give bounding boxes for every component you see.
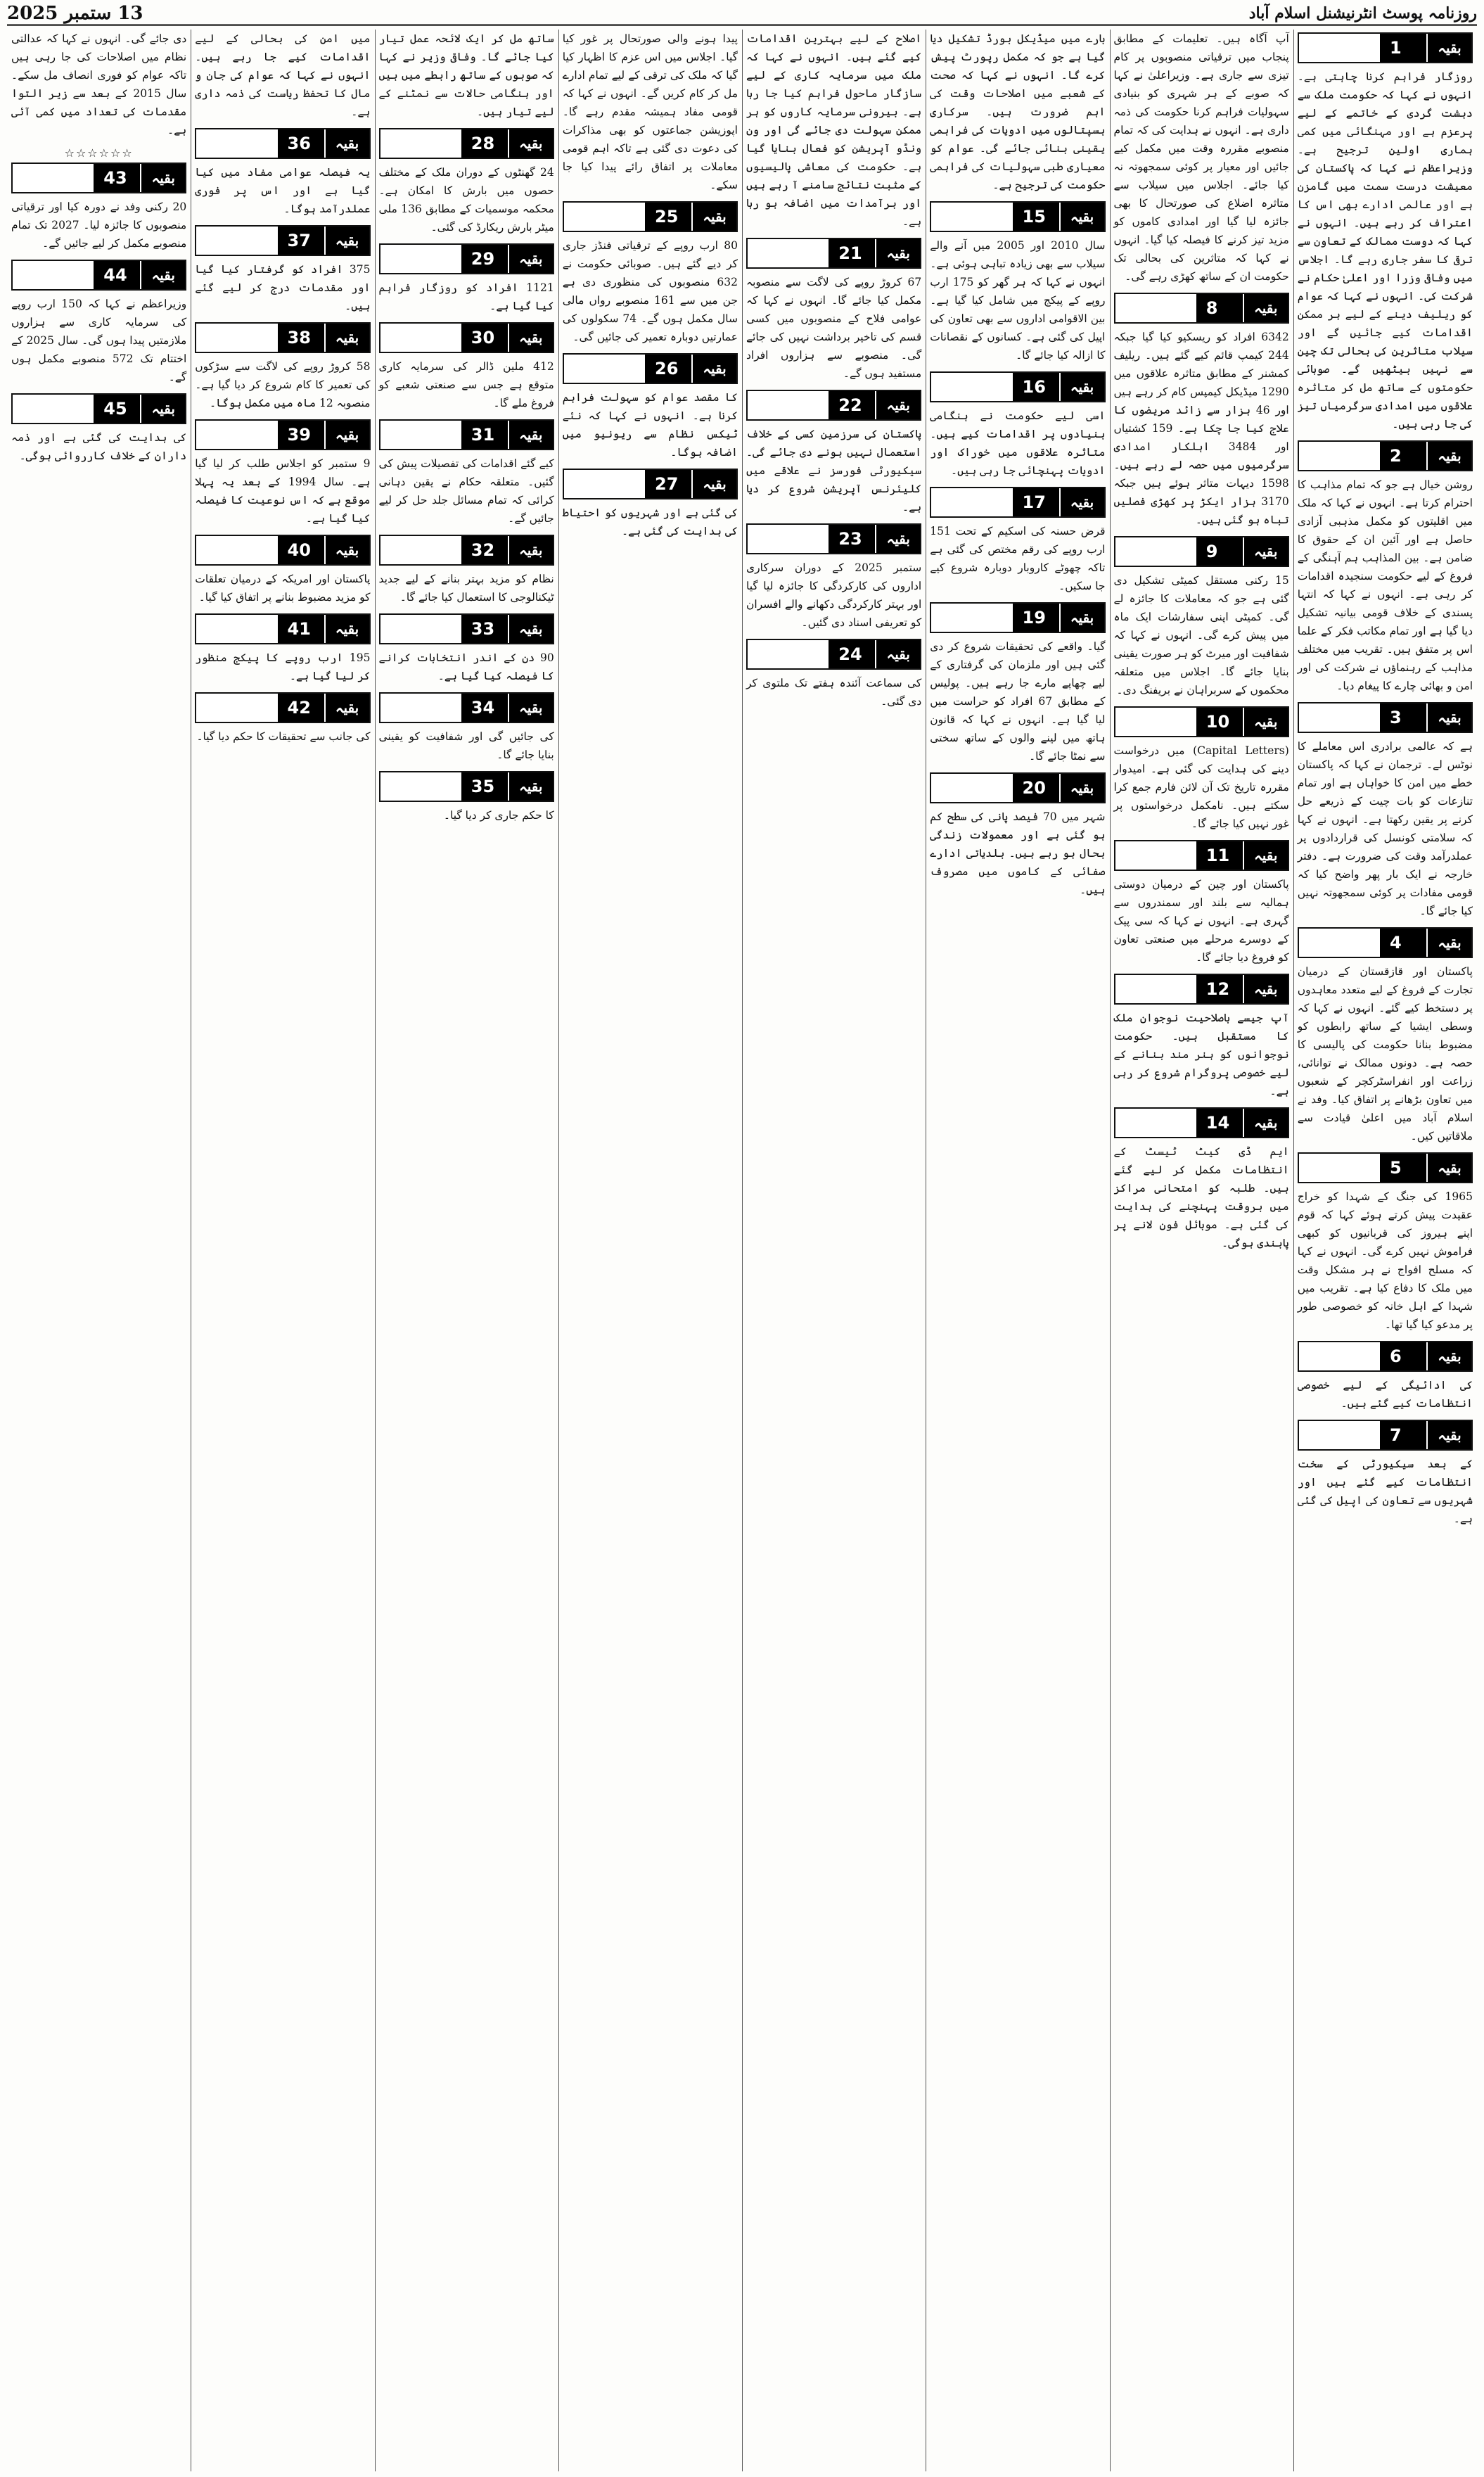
article-text: ساتھ مل کر ایک لائحہ عمل تیار کیا جائے گا۔ وفاقی وزیر نے کہا کہ صوبوں کے ساتھ رابطے میں ہیں اور ہنگامی حالات سے نمٹنے کے لیے تیار ہیں۔ bbox=[378, 32, 554, 118]
continuation-block bbox=[1298, 702, 1473, 920]
continuation-label: بقیہ bbox=[691, 203, 736, 231]
continuation-block bbox=[379, 243, 554, 315]
continuation-number: 37 bbox=[278, 227, 369, 255]
continuation-label: بقیہ bbox=[875, 640, 920, 668]
continuation-block bbox=[746, 523, 921, 632]
continuation-header bbox=[930, 487, 1105, 518]
article-text: 195 ارب روپے کا پیکج منظور کر لیا گیا ہے۔ bbox=[195, 651, 371, 682]
column-rule bbox=[558, 30, 559, 2471]
continuation-label: بقیہ bbox=[1426, 703, 1471, 732]
article-text: 67 کروڑ روپے کی لاگت سے منصوبہ مکمل کیا جائے گا۔ انہوں نے کہا کہ عوامی فلاح کے منصوبوں میں کسی قسم کی تاخیر برداشت نہیں کی جائے گی۔ منصوبے سے ہزاروں افراد مستفید ہوں گے۔ bbox=[746, 276, 922, 380]
continuation-block bbox=[930, 371, 1105, 480]
continuation-number: 9 bbox=[1196, 537, 1288, 566]
article-text: میں امن کی بحالی کے لیے اقدامات کیے جا رہے ہیں۔ انہوں نے کہا کہ عوام کی جان و مال کا تحفظ ریاست کی ذمہ داری ہے۔ bbox=[195, 32, 371, 118]
article-text: کے بعد سیکیورٹی کے سخت انتظامات کیے گئے ہیں اور شہریوں سے تعاون کی اپیل کی گئی ہے۔ bbox=[1297, 1458, 1473, 1525]
article-text: شہر میں 70 فیصد پانی کی سطح کم ہو گئی ہے اور معمولات زندگی بحال ہو رہے ہیں۔ بلدیاتی ادارے صفائی کے کاموں میں مصروف ہیں۔ bbox=[930, 810, 1106, 896]
continuation-label: بقیہ bbox=[140, 164, 185, 192]
continuation-number: 25 bbox=[645, 203, 736, 231]
continuation-header bbox=[746, 639, 921, 670]
continuation-header bbox=[930, 602, 1105, 633]
continuation-label: بقیہ bbox=[324, 324, 369, 352]
article-text: 1121 افراد کو روزگار فراہم کیا گیا ہے۔ bbox=[378, 281, 554, 312]
continuation-header bbox=[1298, 702, 1473, 733]
article-text: قرض حسنہ کی اسکیم کے تحت 151 ارب روپے کی رقم مختص کی گئی ہے تاکہ چھوٹے کاروبار دوبارہ شروع کیے جا سکیں۔ bbox=[930, 525, 1106, 592]
article-text: نظام کو مزید بہتر بنانے کے لیے جدید ٹیکنالوجی کا استعمال کیا جائے گا۔ bbox=[378, 573, 554, 604]
continuation-block bbox=[1114, 974, 1289, 1100]
continuation-block bbox=[379, 613, 554, 685]
article-text: اسی لیے حکومت نے ہنگامی بنیادوں پر اقدامات کیے ہیں۔ متاثرہ علاقوں میں خوراک اور ادویات پہنچائی جا رہی ہیں۔ bbox=[930, 409, 1106, 477]
continuation-label: بقیہ bbox=[875, 525, 920, 553]
continuation-header bbox=[195, 535, 370, 566]
article-text: روزگار فراہم کرنا چاہتی ہے۔ انہوں نے کہا کہ حکومت ملک سے دہشت گردی کے خاتمے کے لیے پرعزم ہے اور مہنگائی میں کمی ہماری اولین ترجیح ہے۔ وزیراعظم نے کہا کہ پاکستان کی معیشت درست سمت میں گامزن ہے اور عالمی ادارے بھی اس کا اعتراف کر رہے ہیں۔ انہوں نے کہا کہ دوست ممالک کے تعاون سے ترقی کا سفر جاری رہے گا۔ اجلاس میں وفاقی وزرا اور اعلیٰ حکام نے شرکت کی۔ انہوں نے کہا کہ عوام کو ریلیف دینے کے لیے ہر ممکن اقدامات کیے جائیں گے اور سیلاب متاثرین کی بحالی تک چین سے نہیں بیٹھیں گے۔ صوبائی حکومتوں کے ساتھ مل کر متاثرہ علاقوں میں امدادی سرگرمیاں تیز کی جا رہی ہیں۔ bbox=[1297, 70, 1473, 431]
continuation-block bbox=[195, 613, 370, 685]
continuation-block bbox=[1298, 1420, 1473, 1528]
continuation-number: 23 bbox=[829, 525, 920, 553]
article-text: ستمبر 2025 کے دوران سرکاری اداروں کی کارکردگی کا جائزہ لیا گیا اور بہتر کارکردگی دکھانے والے افسران کو تعریفی اسناد دی گئیں۔ bbox=[746, 561, 922, 629]
article-text: 9 ستمبر کو اجلاس طلب کر لیا گیا ہے۔ سال 1994 کے بعد یہ پہلا موقع ہے کہ اس نوعیت کا فیصلہ کیا گیا ہے۔ bbox=[195, 457, 371, 525]
continuation-header bbox=[563, 469, 738, 499]
continuation-header bbox=[195, 225, 370, 256]
article-text: 1965 کی جنگ کے شہدا کو خراج عقیدت پیش کرتے ہوئے کہا کہ قوم اپنے ہیروز کی قربانیوں کو کبھی فراموش نہیں کرے گی۔ انہوں نے کہا کہ مسلح افواج نے ہر مشکل وقت میں ملک کا دفاع کیا ہے۔ تقریب میں شہدا کے اہل خانہ کو خصوصی طور پر مدعو کیا گیا تھا۔ bbox=[1297, 1190, 1473, 1331]
continuation-block bbox=[930, 487, 1105, 595]
continuation-header bbox=[1114, 536, 1289, 567]
continuation-block bbox=[563, 30, 738, 194]
continuation-number: 33 bbox=[461, 615, 553, 643]
continuation-number: 40 bbox=[278, 536, 369, 564]
continuation-label: بقیہ bbox=[1243, 1109, 1288, 1137]
continuation-number: 35 bbox=[461, 772, 553, 801]
continuation-number: 22 bbox=[829, 391, 920, 419]
continuation-number: 36 bbox=[278, 129, 369, 158]
article-text: 90 دن کے اندر انتخابات کرانے کا فیصلہ کیا گیا ہے۔ bbox=[378, 651, 554, 682]
continuation-header bbox=[379, 243, 554, 274]
continuation-header bbox=[746, 523, 921, 554]
article-text: پیدا ہونے والی صورتحال پر غور کیا گیا۔ اجلاس میں اس عزم کا اظہار کیا گیا کہ ملک کی ترقی کے لیے تمام ادارے مل کر کام کریں گے۔ انہوں نے کہا کہ قومی مفاد ہمیشہ مقدم رہے گا۔ اپوزیشن جماعتوں کو بھی مذاکرات کی دعوت دی گئی ہے تاکہ اہم قومی معاملات پر اتفاق رائے پیدا کیا جا سکے۔ bbox=[562, 32, 738, 191]
column-rule bbox=[375, 30, 376, 2471]
continuation-header bbox=[1114, 293, 1289, 324]
continuation-number: 16 bbox=[1013, 373, 1104, 401]
continuation-header bbox=[1114, 1107, 1289, 1138]
continuation-header bbox=[379, 692, 554, 723]
article-text: کی ہدایت کی گئی ہے اور ذمہ داران کے خلاف کارروائی ہوگی۔ bbox=[11, 431, 187, 462]
continuation-header bbox=[1114, 840, 1289, 871]
continuation-label: بقیہ bbox=[508, 324, 553, 352]
paper-name: روزنامہ پوسٹ انٹرنیشنل اسلام آباد bbox=[1248, 4, 1477, 23]
continuation-label: بقیہ bbox=[324, 694, 369, 722]
article-text: 375 افراد کو گرفتار کیا گیا اور مقدمات درج کر لیے گئے ہیں۔ bbox=[195, 263, 371, 312]
news-column-4 bbox=[742, 30, 926, 2471]
continuation-block bbox=[1298, 1152, 1473, 1334]
continuation-number: 28 bbox=[461, 129, 553, 158]
continuation-label: بقیہ bbox=[140, 395, 185, 423]
continuation-number: 34 bbox=[461, 694, 553, 722]
continuation-block bbox=[746, 639, 921, 711]
continuation-block bbox=[195, 322, 370, 412]
continuation-header bbox=[379, 613, 554, 644]
article-text: پاکستان اور چین کے درمیان دوستی ہمالیہ سے بلند اور سمندروں سے گہری ہے۔ انہوں نے کہا کہ سی پیک کے دوسرے مرحلے میں صنعتی تعاون کو فروغ دیا جائے گا۔ bbox=[1113, 878, 1289, 964]
continuation-block bbox=[1114, 706, 1289, 833]
continuation-number: 12 bbox=[1196, 975, 1288, 1003]
article-text: 412 ملین ڈالر کی سرمایہ کاری متوقع ہے جس سے صنعتی شعبے کو فروغ ملے گا۔ bbox=[378, 360, 554, 409]
continuation-label: بقیہ bbox=[1426, 1421, 1471, 1449]
news-column-1 bbox=[1293, 30, 1477, 2471]
continuation-block bbox=[195, 692, 370, 746]
article-text: کی سماعت آئندہ ہفتے تک ملتوی کر دی گئی۔ bbox=[746, 677, 922, 708]
continuation-label: بقیہ bbox=[1426, 1154, 1471, 1182]
article-text: سال 2010 اور 2005 میں آنے والے سیلاب سے بھی زیادہ تباہی ہوئی ہے۔ انہوں نے کہا کہ ہر گھر کو 175 ارب روپے کے پیکج میں شامل کیا گیا ہے۔ بین الاقوامی اداروں سے بھی تعاون کی اپیل کی گئی ہے۔ کسانوں کے نقصانات کا ازالہ کیا جائے گا۔ bbox=[930, 239, 1106, 362]
continuation-header bbox=[195, 613, 370, 644]
star-ornament: ☆☆☆☆☆☆ bbox=[64, 146, 134, 160]
continuation-header bbox=[1298, 32, 1473, 63]
article-text: کی جانب سے تحقیقات کا حکم دیا گیا۔ bbox=[196, 730, 371, 743]
article-text: آپ جیسے باصلاحیت نوجوان ملک کا مستقبل ہیں۔ حکومت نوجوانوں کو ہنر مند بنانے کے لیے خصوصی پروگرام شروع کر رہی ہے۔ bbox=[1113, 1012, 1289, 1097]
continuation-number: 43 bbox=[94, 164, 185, 192]
continuation-number: 10 bbox=[1196, 708, 1288, 736]
continuation-label: بقیہ bbox=[1243, 537, 1288, 566]
article-text: یہ فیصلہ عوامی مفاد میں کیا گیا ہے اور اس پر فوری عملدرآمد ہوگا۔ bbox=[195, 166, 371, 215]
masthead bbox=[7, 3, 1477, 26]
article-text: پاکستان اور قازقستان کے درمیان تجارت کے فروغ کے لیے متعدد معاہدوں پر دستخط کیے گئے۔ انہوں نے کہا کہ وسطی ایشیا کے ساتھ رابطوں کو مضبوط بنانا حکومت کی پالیسی کا حصہ ہے۔ دونوں ممالک نے توانائی، زراعت اور انفراسٹرکچر کے شعبوں میں تعاون بڑھانے پر اتفاق کیا۔ وفد نے اسلام آباد میں اعلیٰ قیادت سے ملاقاتیں کیں۔ bbox=[1297, 965, 1473, 1142]
continuation-block bbox=[379, 322, 554, 412]
continuation-header bbox=[11, 163, 186, 193]
continuation-block bbox=[930, 772, 1105, 899]
article-text: وزیراعظم نے کہا کہ 150 ارب روپے کی سرمایہ کاری سے ہزاروں ملازمتیں پیدا ہوں گی۔ سال 2025 کے اختتام تک 572 منصوبے مکمل ہوں گے۔ bbox=[11, 298, 187, 383]
continuation-number: 3 bbox=[1380, 703, 1471, 732]
continuation-label: بقیہ bbox=[1243, 294, 1288, 322]
continuation-label: بقیہ bbox=[324, 536, 369, 564]
article-text: کی جائیں گی اور شفافیت کو یقینی بنایا جائے گا۔ bbox=[378, 730, 554, 761]
continuation-block bbox=[746, 238, 921, 383]
continuation-block bbox=[11, 260, 186, 386]
continuation-number: 45 bbox=[94, 395, 185, 423]
continuation-block bbox=[11, 30, 186, 139]
article-text: گیا۔ واقعے کی تحقیقات شروع کر دی گئی ہیں اور ملزمان کی گرفتاری کے لیے چھاپے مارے جا رہے ہیں۔ پولیس کے مطابق 67 افراد کو حراست میں لیا گیا ہے۔ انہوں نے کہا کہ قانون ہاتھ میں لینے والوں کے ساتھ سختی سے نمٹا جائے گا۔ bbox=[930, 640, 1106, 763]
continuation-block bbox=[379, 30, 554, 121]
continuation-number: 32 bbox=[461, 536, 553, 564]
news-column-8 bbox=[7, 30, 191, 2471]
continuation-number: 38 bbox=[278, 324, 369, 352]
continuation-header bbox=[195, 692, 370, 723]
continuation-header bbox=[563, 353, 738, 384]
continuation-header bbox=[379, 128, 554, 159]
continuation-header bbox=[195, 128, 370, 159]
continuation-header bbox=[1298, 1420, 1473, 1451]
article-text: پاکستان کی سرزمین کسی کے خلاف استعمال نہیں ہونے دی جائے گی۔ سیکیورٹی فورسز نے علاقے میں کلیئرنس آپریشن شروع کر دیا ہے۔ bbox=[746, 428, 922, 514]
continuation-number: 19 bbox=[1013, 604, 1104, 632]
continuation-header bbox=[930, 201, 1105, 232]
article-text: 20 رکنی وفد نے دورہ کیا اور ترقیاتی منصوبوں کا جائزہ لیا۔ 2027 تک تمام منصوبے مکمل کر لیے جائیں گے۔ bbox=[11, 200, 187, 250]
news-column-2 bbox=[1110, 30, 1293, 2471]
article-text: روشن خیال ہے جو کہ تمام مذاہب کا احترام کرتا ہے۔ انہوں نے کہا کہ ملک میں اقلیتوں کو مکمل مذہبی آزادی حاصل ہے اور آئین ان کے حقوق کا ضامن ہے۔ بین المذاہب ہم آہنگی کے فروغ کے لیے حکومت سنجیدہ اقدامات کر رہی ہے۔ انہوں نے کہا کہ انتہا پسندی کے خلاف قومی بیانیہ تشکیل دیا گیا ہے اور تمام مکاتب فکر کے علما اس پر متفق ہیں۔ تقریب میں مختلف مذاہب کے رہنماؤں نے شرکت کی اور امن و بھائی چارے کا پیغام دیا۔ bbox=[1297, 478, 1473, 692]
continuation-label: بقیہ bbox=[508, 245, 553, 273]
continuation-number: 29 bbox=[461, 245, 553, 273]
continuation-label: بقیہ bbox=[1059, 774, 1104, 802]
continuation-block bbox=[195, 419, 370, 528]
continuation-number: 1 bbox=[1380, 34, 1471, 62]
article-text: پاکستان اور امریکہ کے درمیان تعلقات کو مزید مضبوط بنانے پر اتفاق کیا گیا۔ bbox=[195, 573, 371, 604]
continuation-number: 14 bbox=[1196, 1109, 1288, 1137]
continuation-number: 27 bbox=[645, 470, 736, 498]
article-text: 15 رکنی مستقل کمیٹی تشکیل دی گئی ہے جو کہ معاملات کا جائزہ لے گی۔ کمیٹی اپنی سفارشات ایک ماہ میں پیش کرے گی۔ انہوں نے کہا کہ شفافیت اور میرٹ کو ہر صورت یقینی بنایا جائے گا۔ اجلاس میں متعلقہ محکموں کے سربراہان نے بریفنگ دی۔ bbox=[1113, 574, 1289, 696]
continuation-header bbox=[379, 771, 554, 802]
continuation-number: 31 bbox=[461, 421, 553, 449]
continuation-block bbox=[379, 692, 554, 764]
continuation-header bbox=[1114, 706, 1289, 737]
continuation-label: بقیہ bbox=[691, 355, 736, 383]
continuation-header bbox=[1114, 974, 1289, 1005]
continuation-number: 11 bbox=[1196, 841, 1288, 870]
news-column-7 bbox=[191, 30, 374, 2471]
continuation-block bbox=[195, 128, 370, 218]
news-column-6 bbox=[375, 30, 558, 2471]
continuation-number: 7 bbox=[1380, 1421, 1471, 1449]
continuation-block bbox=[195, 535, 370, 606]
continuation-number: 20 bbox=[1013, 774, 1104, 802]
continuation-block bbox=[1114, 1107, 1289, 1252]
continuation-label: بقیہ bbox=[1243, 975, 1288, 1003]
continuation-label: بقیہ bbox=[875, 239, 920, 267]
continuation-label: بقیہ bbox=[1426, 1342, 1471, 1370]
continuation-header bbox=[379, 419, 554, 450]
news-column-5 bbox=[558, 30, 742, 2471]
continuation-header bbox=[746, 390, 921, 421]
continuation-number: 30 bbox=[461, 324, 553, 352]
issue-date: 13 ستمبر 2025 bbox=[7, 3, 143, 24]
continuation-header bbox=[930, 371, 1105, 402]
continuation-block bbox=[379, 419, 554, 528]
continuation-header bbox=[11, 260, 186, 291]
continuation-label: بقیہ bbox=[1426, 442, 1471, 470]
continuation-header bbox=[11, 393, 186, 424]
continuation-block bbox=[11, 163, 186, 253]
article-text: بارے میں میڈیکل بورڈ تشکیل دیا گیا ہے جو کہ مکمل رپورٹ پیش کرے گا۔ انہوں نے کہا کہ صحت کے شعبے میں اصلاحات وقت کی اہم ضرورت ہیں۔ سرکاری ہسپتالوں میں ادویات کی فراہمی یقینی بنائی جائے گی۔ عوام کو معیاری طبی سہولیات کی فراہمی حکومت کی ترجیح ہے۔ bbox=[930, 32, 1106, 191]
article-text: کیے گئے اقدامات کی تفصیلات پیش کی گئیں۔ متعلقہ حکام نے یقین دہانی کرائی کہ تمام مسائل جلد حل کر لیے جائیں گے۔ bbox=[378, 457, 554, 525]
continuation-block bbox=[195, 30, 370, 121]
article-text: دی جائے گی۔ انہوں نے کہا کہ عدالتی نظام میں اصلاحات کی جا رہی ہیں تاکہ عوام کو فوری انصاف مل سکے۔ سال 2015 کے بعد سے زیر التوا مقدمات کی تعداد میں کمی آئی ہے۔ bbox=[11, 32, 187, 136]
continuation-block bbox=[1114, 536, 1289, 699]
article-text: 24 گھنٹوں کے دوران ملک کے مختلف حصوں میں بارش کا امکان ہے۔ محکمہ موسمیات کے مطابق 136 ملی میٹر بارش ریکارڈ کی گئی۔ bbox=[378, 166, 554, 234]
continuation-number: 24 bbox=[829, 640, 920, 668]
article-text: کا حکم جاری کر دیا گیا۔ bbox=[443, 809, 554, 822]
continuation-header bbox=[379, 322, 554, 353]
continuation-label: بقیہ bbox=[324, 615, 369, 643]
continuation-number: 6 bbox=[1380, 1342, 1471, 1370]
continuation-label: بقیہ bbox=[140, 261, 185, 289]
article-text: 6342 افراد کو ریسکیو کیا گیا جبکہ 244 کیمپ قائم کیے گئے ہیں۔ ریلیف کمشنر کے مطابق متاثرہ علاقوں میں 1290 میڈیکل کیمپس کام کر رہے ہیں اور 46 ہزار سے زائد مریضوں کا علاج کیا جا چکا ہے۔ 159 کشتیاں اور 3484 اہلکار امدادی سرگرمیوں میں حصہ لے رہے ہیں۔ 1598 دیہات متاثر ہوئے ہیں جبکہ 3170 ہزار ایکڑ پر کھڑی فصلیں تباہ ہو گئی ہیں۔ bbox=[1113, 331, 1289, 526]
continuation-header bbox=[1298, 1152, 1473, 1183]
continuation-block bbox=[1298, 440, 1473, 695]
continuation-number: 4 bbox=[1380, 929, 1471, 957]
article-text: 58 کروڑ روپے کی لاگت سے سڑکوں کی تعمیر کا کام شروع کر دیا گیا ہے۔ منصوبہ 12 ماہ میں مکمل ہوگا۔ bbox=[195, 360, 371, 409]
continuation-label: بقیہ bbox=[324, 227, 369, 255]
continuation-label: بقیہ bbox=[1059, 373, 1104, 401]
continuation-label: بقیہ bbox=[691, 470, 736, 498]
continuation-number: 26 bbox=[645, 355, 736, 383]
continuation-label: بقیہ bbox=[1243, 708, 1288, 736]
article-text: اصلاح کے لیے بہترین اقدامات کیے گئے ہیں۔ انہوں نے کہا کہ ملک میں سرمایہ کاری کے لیے سازگار ماحول فراہم کیا جا رہا ہے۔ بیرونی سرمایہ کاروں کو ہر ممکن سہولت دی جائے گی اور ون ونڈو آپریشن کو فعال بنایا گیا ہے۔ حکومت کی معاشی پالیسیوں کے مثبت نتائج سامنے آ رہے ہیں اور برآمدات میں اضافہ ہو رہا ہے۔ bbox=[746, 32, 922, 228]
continuation-block bbox=[563, 201, 738, 346]
continuation-header bbox=[1298, 927, 1473, 958]
continuation-block bbox=[563, 353, 738, 461]
continuation-header bbox=[195, 419, 370, 450]
article-text: ایم ڈی کیٹ ٹیسٹ کے انتظامات مکمل کر لیے گئے ہیں۔ طلبہ کو امتحانی مراکز میں بروقت پہنچنے کی ہدایت کی گئی ہے۔ موبائل فون لانے پر پابندی ہوگی۔ bbox=[1113, 1145, 1289, 1249]
continuation-label: بقیہ bbox=[875, 391, 920, 419]
continuation-block bbox=[1114, 30, 1289, 286]
column-rule bbox=[742, 30, 743, 2471]
continuation-block bbox=[1298, 927, 1473, 1145]
continuation-label: بقیہ bbox=[508, 129, 553, 158]
continuation-label: بقیہ bbox=[508, 694, 553, 722]
continuation-number: 41 bbox=[278, 615, 369, 643]
continuation-number: 44 bbox=[94, 261, 185, 289]
continuation-header bbox=[1298, 440, 1473, 471]
article-text: آپ آگاہ ہیں۔ تعلیمات کے مطابق پنجاب میں ترقیاتی منصوبوں پر کام تیزی سے جاری ہے۔ وزیراعلیٰ نے کہا کہ صوبے کے ہر شہری کو بنیادی سہولیات فراہم کرنا حکومت کی ذمہ داری ہے۔ انہوں نے ہدایت کی کہ تمام منصوبے مقررہ وقت میں مکمل کیے جائیں اور معیار پر کوئی سمجھوتہ نہ کیا جائے۔ اجلاس میں سیلاب سے متاثرہ اضلاع کی صورتحال کا بھی جائزہ لیا گیا اور امدادی کاموں کو مزید تیز کرنے کا فیصلہ کیا گیا۔ انہوں نے کہا کہ متاثرین کی بحالی تک حکومت ان کے ساتھ کھڑی رہے گی۔ bbox=[1113, 32, 1289, 283]
article-text: (Capital Letters) میں درخواست دینے کی ہدایت کی گئی ہے۔ امیدوار مقررہ تاریخ تک آن لائن فارم جمع کرا سکتے ہیں۔ نامکمل درخواستوں پر غور نہیں کیا جائے گا۔ bbox=[1113, 744, 1289, 830]
continuation-label: بقیہ bbox=[508, 421, 553, 449]
continuation-label: بقیہ bbox=[1059, 488, 1104, 516]
continuation-number: 5 bbox=[1380, 1154, 1471, 1182]
continuation-header bbox=[746, 238, 921, 269]
continuation-header bbox=[379, 535, 554, 566]
continuation-block bbox=[563, 469, 738, 540]
continuation-block bbox=[1298, 1341, 1473, 1413]
continuation-label: بقیہ bbox=[1243, 841, 1288, 870]
column-rule bbox=[1110, 30, 1111, 2471]
continuation-block bbox=[195, 225, 370, 315]
continuation-number: 17 bbox=[1013, 488, 1104, 516]
continuation-number: 8 bbox=[1196, 294, 1288, 322]
continuation-header bbox=[563, 201, 738, 232]
continuation-block bbox=[1114, 840, 1289, 967]
article-text: ہے کہ عالمی برادری اس معاملے کا نوٹس لے۔ ترجمان نے کہا کہ پاکستان خطے میں امن کا خواہاں ہے اور تمام تنازعات کو بات چیت کے ذریعے حل کرنے پر یقین رکھتا ہے۔ انہوں نے کہا کہ سلامتی کونسل کی قراردادوں پر عملدرآمد وقت کی ضرورت ہے۔ دفتر خارجہ نے ایک بار پھر واضح کیا کہ قومی مفادات پر کوئی سمجھوتہ نہیں کیا جائے گا۔ bbox=[1297, 740, 1473, 917]
continuation-label: بقیہ bbox=[508, 536, 553, 564]
continuation-number: 2 bbox=[1380, 442, 1471, 470]
continuation-label: بقیہ bbox=[508, 772, 553, 801]
continuation-block bbox=[746, 30, 921, 231]
continuation-block bbox=[11, 393, 186, 465]
continuation-label: بقیہ bbox=[1426, 929, 1471, 957]
continuation-label: بقیہ bbox=[1059, 604, 1104, 632]
article-text: کی ادائیگی کے لیے خصوصی انتظامات کیے گئے ہیں۔ bbox=[1297, 1379, 1473, 1410]
news-column-3 bbox=[926, 30, 1109, 2471]
continuation-header bbox=[1298, 1341, 1473, 1372]
continuation-block bbox=[930, 602, 1105, 765]
article-text: کی گئی ہے اور شہریوں کو احتیاط کی ہدایت کی گئی ہے۔ bbox=[562, 507, 738, 537]
continuation-block bbox=[746, 390, 921, 516]
continuation-label: بقیہ bbox=[324, 421, 369, 449]
continuation-header bbox=[930, 772, 1105, 803]
continuation-block bbox=[1298, 32, 1473, 433]
continuation-block bbox=[1114, 293, 1289, 529]
continuation-label: بقیہ bbox=[1059, 203, 1104, 231]
continuation-block bbox=[930, 201, 1105, 364]
continuation-number: 15 bbox=[1013, 203, 1104, 231]
continuation-number: 39 bbox=[278, 421, 369, 449]
article-text: 80 ارب روپے کے ترقیاتی فنڈز جاری کر دیے گئے ہیں۔ صوبائی حکومت نے 632 منصوبوں کی منظوری دی ہے جن میں سے 161 منصوبے رواں مالی سال مکمل ہوں گے۔ 74 سکولوں کی عمارتیں دوبارہ تعمیر کی جائیں گی۔ bbox=[562, 239, 738, 343]
continuation-label: بقیہ bbox=[1426, 34, 1471, 62]
continuation-block bbox=[379, 771, 554, 824]
article-text: کا مقصد عوام کو سہولت فراہم کرنا ہے۔ انہوں نے کہا کہ نئے ٹیکس نظام سے ریونیو میں اضافہ ہوگا۔ bbox=[562, 391, 738, 459]
continuation-block bbox=[379, 535, 554, 606]
continuation-number: 21 bbox=[829, 239, 920, 267]
continuation-label: بقیہ bbox=[324, 129, 369, 158]
continuation-label: بقیہ bbox=[508, 615, 553, 643]
continuation-number: 42 bbox=[278, 694, 369, 722]
column-rule bbox=[1293, 30, 1294, 2471]
continuation-block bbox=[379, 128, 554, 236]
continuation-block bbox=[930, 30, 1105, 194]
continuation-header bbox=[195, 322, 370, 353]
